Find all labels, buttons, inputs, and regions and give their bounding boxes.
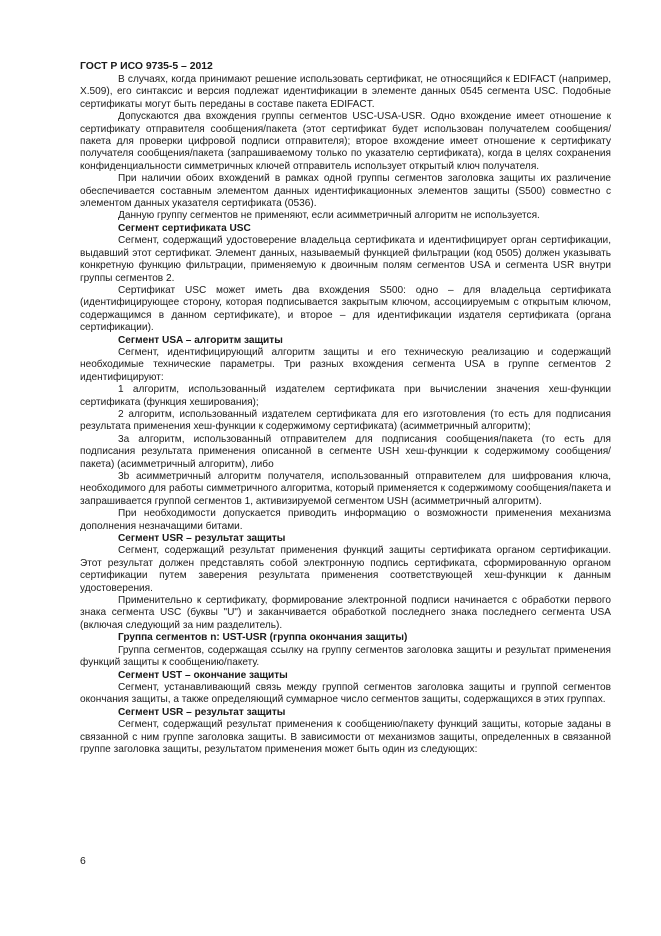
section-heading: Сегмент UST – окончание защиты (118, 669, 288, 681)
paragraph: Группа сегментов, содержащая ссылку на группу сегментов заголовка защиты и результат применения функций защиты к сообщению/пакету. (80, 644, 611, 669)
paragraph: При наличии обоих вхождений в рамках одной группы сегментов заголовка защиты их различение обеспечивается составным элементом данных идентификационных элементов защиты (S500) совместно с элементом данных указателя сертификата (0536). (80, 173, 611, 210)
paragraph: Сегмент, устанавливающий связь между группой сегментов заголовка защиты и группой сегментов окончания защиты, а также определяющий суммарное число сегментов защиты, содержащихся в этих группах. (80, 681, 611, 706)
page-number: 6 (80, 856, 86, 867)
paragraph: Сегмент, содержащий результат применения функций защиты сертификата органом сертификации. Этот результат должен представлять собой электронную подпись сертификата, сформированную органом сертификации путем заверения результата применения соответствующей хеш-функции к данным удостоверения. (80, 545, 611, 594)
standard-header: ГОСТ Р ИСО 9735-5 – 2012 (80, 61, 213, 72)
paragraph: Сегмент, содержащий удостоверение владельца сертификата и идентифицирует орган сертификации, выдавший этот сертификат. Элемент данных, называемый функцией фильтрации (код 0505) должен указывать конкретную функцию фильтрации, применяемую к двоичным полям сегментов USA и сегмента USR внутри группы сегментов 2. (80, 235, 611, 284)
document-body (80, 74, 611, 756)
paragraph: 2 алгоритм, использованный издателем сертификата для его изготовления (то есть для подписания результата применения хеш-функции к содержимому сертификата) (асимметричный алгоритм); (80, 408, 611, 433)
paragraph: 3b асимметричный алгоритм получателя, использованный отправителем для шифрования ключа, необходимого для работы симметричного алгоритма, который применяется к содержимому сообщения/пакета и запрашивается группой сегментов 1, активизируемой сегментом USH (асимметричный алгоритм). (80, 471, 611, 507)
paragraph: Применительно к сертификату, формирование электронной подписи начинается с обработки первого знака сегмента USC (буквы "U") и заканчивается обработкой последнего знака последнего сегмента USA (включая следующий за ним разделитель). (80, 595, 611, 631)
paragraph: Сертификат USC может иметь два вхождения S500: одно – для владельца сертификата (идентифицирующее сторону, которая подписывается закрытым ключом, ассоциируемым с открытым ключом, содержащимся в данном сертификате), и второе – для идентификации издателя сертификата (органа сертификации). (80, 284, 611, 334)
section-heading: Сегмент USA – алгоритм защиты (118, 334, 283, 346)
section-heading: Группа сегментов n: UST-USR (группа окончания защиты) (118, 632, 408, 644)
section-heading: Сегмент USR – результат защиты (118, 533, 286, 545)
paragraph: В случаях, когда принимают решение использовать сертификат, не относящийся к EDIFACT (например, Х.509), его синтаксис и версия подлежат идентификации в элементе данных 0545 сегмента USC. Подобные сертификаты могут быть переданы в составе пакета EDIFACT. (80, 74, 611, 110)
paragraph: Допускаются два вхождения группы сегментов USC-USA-USR. Одно вхождение имеет отношение к сертификату отправителя сообщения/пакета (этот сертификат будет использован получателем сообщения/пакета для проверки цифровой подписи отправителя); второе вхождение имеет отношение к сертификату получателя сообщения/пакета (запрашиваемому только по указателю сертификата), когда в целях сохранения конфиденциальности симметричных ключей отправитель использует открытый ключ получателя. (80, 111, 611, 172)
paragraph: Данную группу сегментов не применяют, если асимметричный алгоритм не используется. (118, 210, 540, 222)
paragraph: 1 алгоритм, использованный издателем сертификата при вычислении значения хеш-функции сертификата (функция хеширования); (80, 384, 611, 408)
paragraph: При необходимости допускается приводить информацию о возможности применения механизма дополнения незначащими битами. (80, 508, 611, 532)
paragraph: Сегмент, идентифицирующий алгоритм защиты и его техническую реализацию и содержащий необходимые технические параметры. Три разных вхождения сегмента USA в группе сегментов 2 идентифицируют: (80, 346, 611, 383)
paragraph: 3а алгоритм, использованный отправителем для подписания сообщения/пакета (то есть для подписания результата применения описанной в сегменте USH хеш-функции к содержимому сообщения/пакета) (асимметричный алгоритм), либо (80, 433, 611, 470)
section-heading: Сегмент USR – результат защиты (118, 706, 286, 718)
section-heading: Сегмент сертификата USC (118, 222, 251, 234)
paragraph: Сегмент, содержащий результат применения к сообщению/пакету функций защиты, которые заданы в связанной с ним группе заголовка защиты. В зависимости от механизмов защиты, определенных в связанной группе заголовка защиты, результатом применения может быть один из следующих: (80, 719, 611, 755)
